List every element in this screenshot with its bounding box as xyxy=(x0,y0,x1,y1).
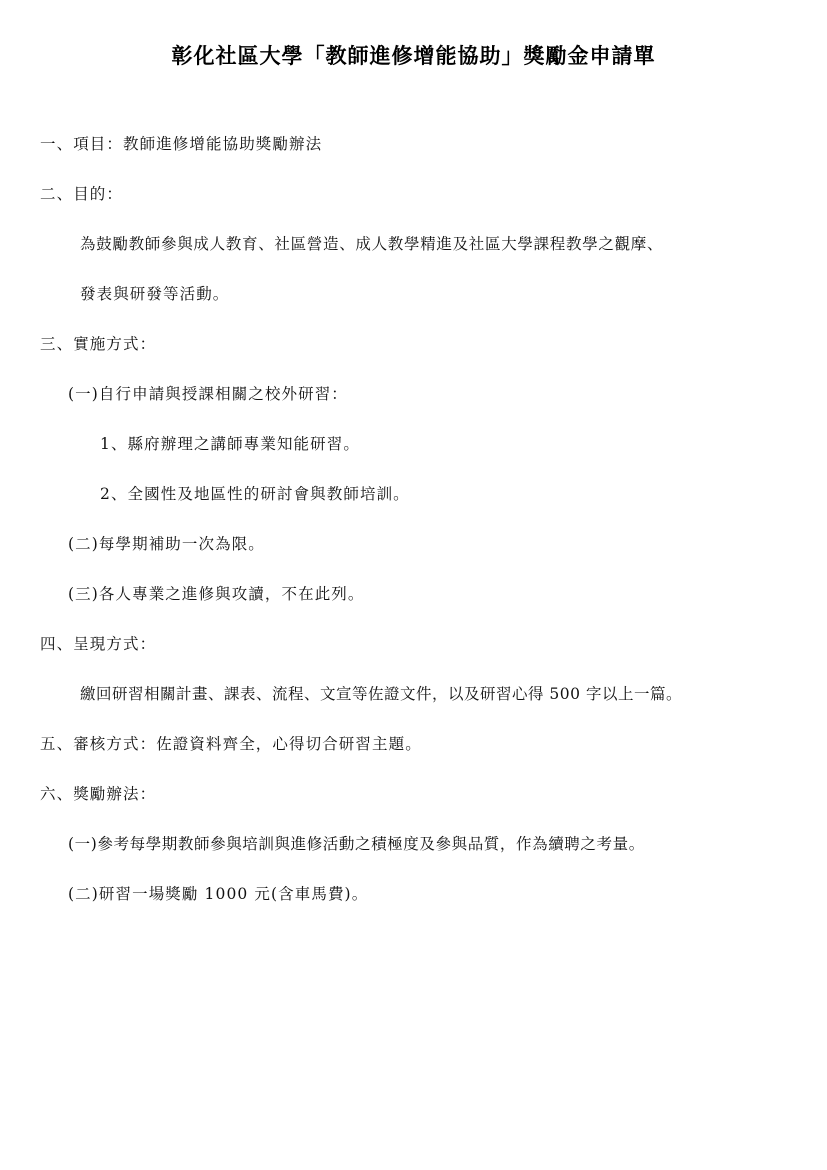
section-review-heading: 五、審核方式：佐證資料齊全，心得切合研習主題。 xyxy=(40,735,422,753)
section-reward-heading: 六、獎勵辦法： xyxy=(40,785,157,803)
section-method-heading: 三、實施方式： xyxy=(40,335,157,353)
document-title: 彰化社區大學「教師進修增能協助」獎勵金申請單 xyxy=(171,44,656,68)
section-method-sub-1: (一)自行申請與授課相關之校外研習： xyxy=(68,385,348,403)
section-presentation-body: 繳回研習相關計畫、課表、流程、文宣等佐證文件，以及研習心得 500 字以上一篇。 xyxy=(80,685,682,703)
section-purpose-body-line-1: 為鼓勵教師參與成人教育、社區營造、成人教學精進及社區大學課程教學之觀摩、 xyxy=(80,235,664,253)
section-method-sub-2: (二)每學期補助一次為限。 xyxy=(68,535,265,553)
section-method-sub-3: (三)各人專業之進修與攻讀，不在此列。 xyxy=(68,585,365,603)
section-reward-sub-2: (二)研習一場獎勵 1000 元(含車馬費)。 xyxy=(68,885,369,903)
section-purpose-body-line-2: 發表與研發等活動。 xyxy=(80,285,230,303)
section-item-heading: 一、項目：教師進修增能協助獎勵辦法 xyxy=(40,135,323,153)
section-method-sub-1-item-1: 1、縣府辦理之講師專業知能研習。 xyxy=(100,435,360,453)
section-method-sub-1-item-2: 2、全國性及地區性的研討會與教師培訓。 xyxy=(100,485,410,503)
section-reward-sub-1: (一)參考每學期教師參與培訓與進修活動之積極度及參與品質，作為續聘之考量。 xyxy=(68,835,645,853)
section-presentation-heading: 四、呈現方式： xyxy=(40,635,157,653)
section-purpose-heading: 二、目的： xyxy=(40,185,124,203)
